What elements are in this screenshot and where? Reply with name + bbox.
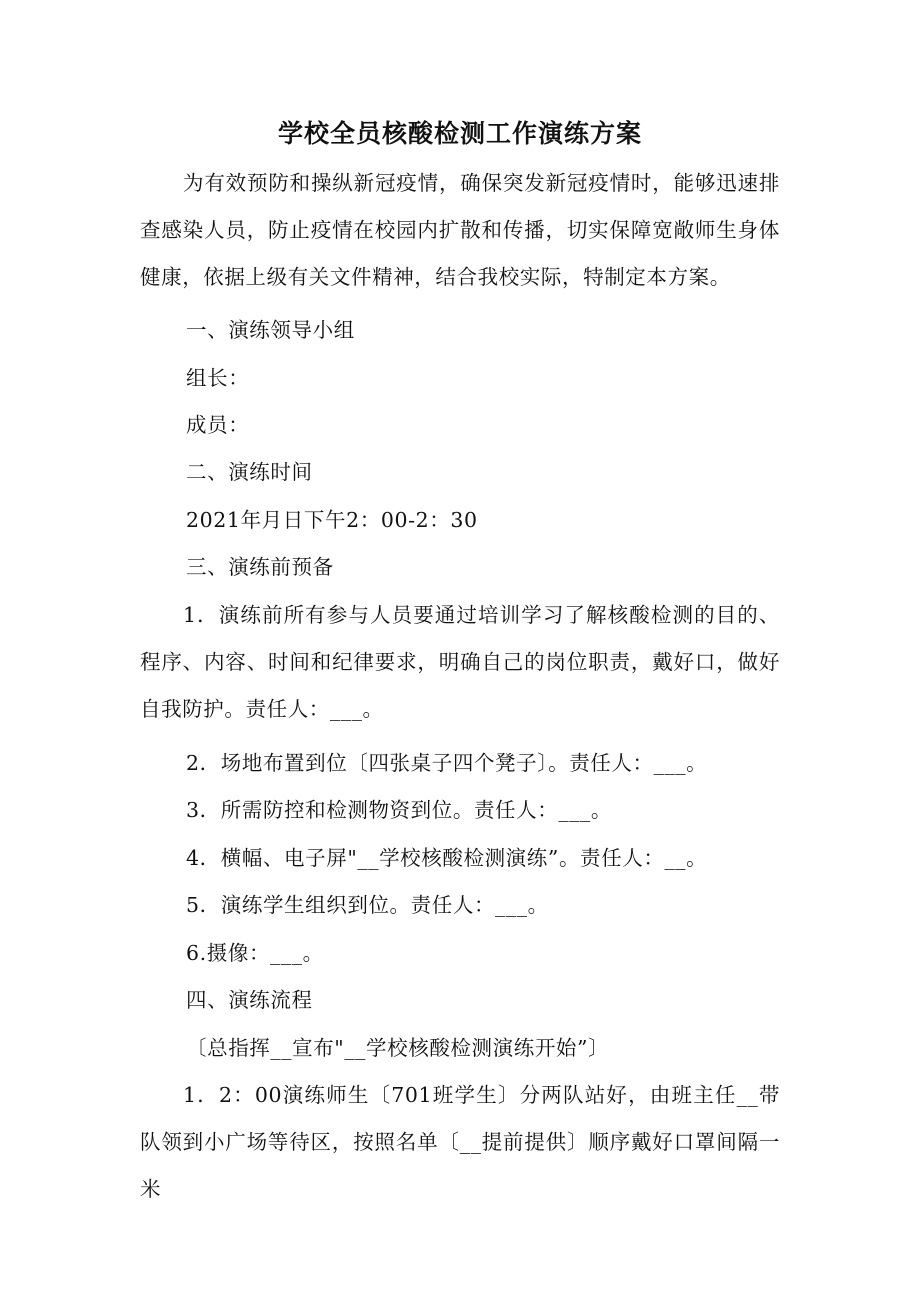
prep-item-6: 6.摄像：___。 (186, 941, 324, 965)
drill-time-line: 2021年月日下午2：00-2：30 (186, 508, 478, 532)
commander-note: 〔总指挥__宣布"__学校核酸检测演练开始”〕 (186, 1036, 610, 1060)
prep-item-1: 1．演练前所有参与人员要通过培训学习了解核酸检测的目的、程序、内容、时间和纪律要求，明确自己的岗位职责，戴好口，做好自我防护。责任人：___。 (140, 603, 780, 721)
section-heading-time: 二、演练时间 (186, 460, 313, 484)
prep-item-4: 4．横幅、电子屏"__学校核酸检测演练”。责任人：__。 (186, 846, 708, 870)
members-line: 成员： (186, 413, 250, 437)
section-heading-leadership: 一、演练领导小组 (186, 318, 355, 342)
intro-paragraph: 为有效预防和操纵新冠疫情，确保突发新冠疫情时，能够迅速排查感染人员，防止疫情在校园内扩散和传播，切实保障宽敞师生身体健康，依据上级有关文件精神，结合我校实际，特制定本方案。 (140, 171, 780, 289)
document-title: 学校全员核酸检测工作演练方案 (277, 119, 642, 148)
flow-item-1: 1．2：00演练师生〔701班学生〕分两队站好，由班主任__带队领到小广场等待区，按照名单〔__提前提供〕顺序戴好口罩间隔一米 (140, 1083, 780, 1201)
prep-item-2: 2．场地布置到位〔四张桌子四个凳子〕。责任人：___。 (186, 751, 708, 775)
section-heading-flow: 四、演练流程 (186, 988, 313, 1012)
prep-item-5: 5．演练学生组织到位。责任人：___。 (186, 893, 549, 917)
prep-item-3: 3．所需防控和检测物资到位。责任人：___。 (186, 798, 612, 822)
section-heading-preparation: 三、演练前预备 (186, 555, 334, 579)
leader-line: 组长： (186, 366, 250, 390)
